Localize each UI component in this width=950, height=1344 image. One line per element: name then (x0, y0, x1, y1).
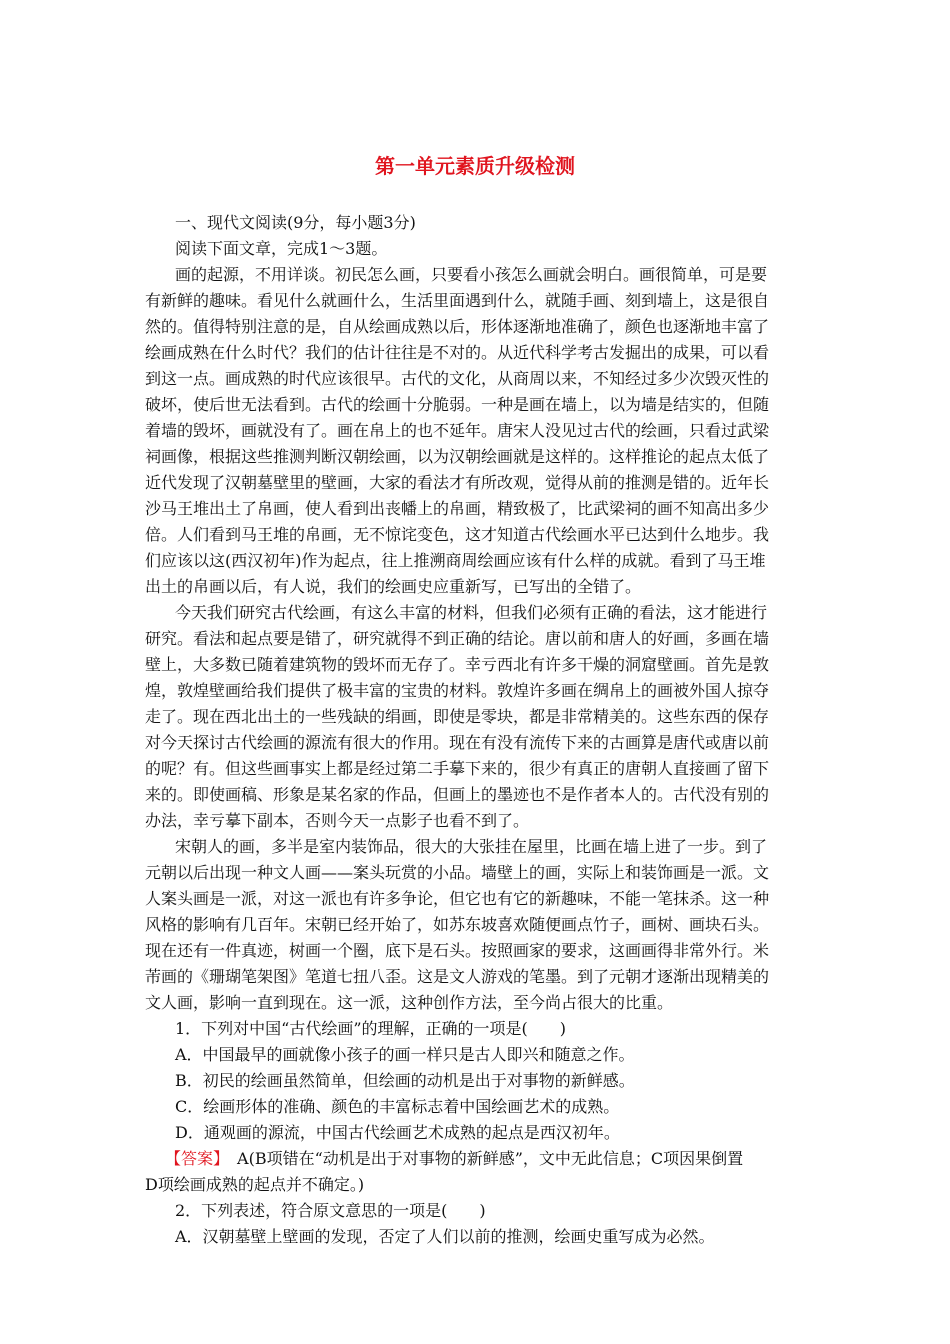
text-line: 画的起源，不用详谈。初民怎么画，只要看小孩怎么画就会明白。画很简单，可是要 (175, 265, 768, 284)
text-line: 壁上，大多数已随着建筑物的毁坏而无存了。幸亏西北有许多干燥的洞窟壁画。首先是敦 (145, 655, 770, 674)
text-line: 出土的帛画以后，有人说，我们的绘画史应重新写，已写出的全错了。 (145, 577, 642, 596)
text-line: 祠画像，根据这些推测判断汉朝绘画，以为汉朝绘画就是这样的。这样推论的起点太低了 (145, 447, 770, 466)
text-line: 沙马王堆出土了帛画，使人看到出丧幡上的帛画，精致极了，比武梁祠的画不知高出多少 (145, 499, 770, 518)
reading-instruction: 阅读下面文章，完成1～3题。 (175, 239, 388, 258)
option-a: A．汉朝墓壁上壁画的发现，否定了人们以前的推测，绘画史重写成为必然。 (175, 1227, 715, 1246)
answer-1 (145, 1146, 807, 1198)
text-line: 破坏，使后世无法看到。古代的绘画十分脆弱。一种是画在墙上，以为墙是结实的，但随 (145, 395, 770, 414)
question-2 (145, 1198, 807, 1250)
text-line: 元朝以后出现一种文人画——案头玩赏的小品。墙壁上的画，实际上和装饰画是一派。文 (145, 863, 770, 882)
text-line: 文人画，影响一直到现在。这一派，这种创作方法，至今尚占很大的比重。 (145, 993, 674, 1012)
paragraph-3 (145, 834, 807, 1016)
question-stem: 1．下列对中国“古代绘画”的理解，正确的一项是( ) (175, 1019, 567, 1038)
text-line: 现在还有一件真迹，树画一个圈，底下是石头。按照画家的要求，这画画得非常外行。米 (145, 941, 770, 960)
text-line: 着墙的毁坏，画就没有了。画在帛上的也不延年。唐宋人没见过古代的绘画，只看过武梁 (145, 421, 770, 440)
text-line: 办法，幸亏摹下副本，否则今天一点影子也看不到了。 (145, 811, 530, 830)
option-c: C．绘画形体的准确、颜色的丰富标志着中国绘画艺术的成熟。 (175, 1097, 620, 1116)
text-line: 们应该以这(西汉初年)作为起点，往上推溯商周绘画应该有什么样的成就。看到了马王堆 (145, 551, 766, 570)
text-line: 到这一点。画成熟的时代应该很早。古代的文化，从商周以来，不知经过多少次毁灭性的 (145, 369, 770, 388)
text-line: 今天我们研究古代绘画，有这么丰富的材料，但我们必须有正确的看法，这才能进行 (175, 603, 768, 622)
text-line: 人案头画是一派，对这一派也有许多争论，但它也有它的新趣味，不能一笔抹杀。这一种 (145, 889, 770, 908)
text-line: 宋朝人的画，多半是室内装饰品，很大的大张挂在屋里，比画在墙上进了一步。到了 (175, 837, 768, 856)
text-line: 对今天探讨古代绘画的源流有很大的作用。现在有没有流传下来的古画算是唐代或唐以前 (145, 733, 770, 752)
text-line: 煌，敦煌壁画给我们提供了极丰富的宝贵的材料。敦煌许多画在绸帛上的画被外国人掠夺 (145, 681, 770, 700)
paragraph-1 (145, 262, 807, 600)
text-line: 近代发现了汉朝墓壁里的壁画，大家的看法才有所改观，觉得从前的推测是错的。近年长 (145, 473, 770, 492)
answer-text-continued: D项绘画成熟的起点并不确定。) (145, 1175, 365, 1194)
text-line: 的呢？有。但这些画事实上都是经过第二手摹下来的，很少有真正的唐朝人直接画了留下 (145, 759, 770, 778)
paragraph-2 (145, 600, 807, 834)
answer-label: 【答案】 (165, 1149, 222, 1168)
question-1 (145, 1016, 807, 1146)
document-title: 第一单元素质升级检测 (375, 154, 575, 178)
section-heading: 一、现代文阅读(9分，每小题3分) (175, 213, 416, 232)
answer-text: A(B项错在“动机是出于对事物的新鲜感”，文中无此信息；C项因果倒置 (221, 1149, 744, 1168)
text-line: 研究。看法和起点要是错了，研究就得不到正确的结论。唐以前和唐人的好画，多画在墙 (145, 629, 770, 648)
text-line: 然的。值得特别注意的是，自从绘画成熟以后，形体逐渐地准确了，颜色也逐渐地丰富了 (145, 317, 770, 336)
text-line: 芾画的《珊瑚笔架图》笔道七扭八歪。这是文人游戏的笔墨。到了元朝才逐渐出现精美的 (145, 967, 770, 986)
text-line: 倍。人们看到马王堆的帛画，无不惊诧变色，这才知道古代绘画水平已达到什么地步。我 (145, 525, 770, 544)
question-stem: 2．下列表述，符合原文意思的一项是( ) (175, 1201, 486, 1220)
option-b: B．初民的绘画虽然简单，但绘画的动机是出于对事物的新鲜感。 (175, 1071, 635, 1090)
text-line: 有新鲜的趣味。看见什么就画什么，生活里面遇到什么，就随手画、刻到墙上，这是很自 (145, 291, 770, 310)
text-line: 绘画成熟在什么时代？我们的估计往往是不对的。从近代科学考古发掘出的成果，可以看 (145, 343, 770, 362)
text-line: 来的。即使画稿、形象是某名家的作品，但画上的墨迹也不是作者本人的。古代没有别的 (145, 785, 770, 804)
document-body (145, 210, 807, 1250)
answer-line (145, 1146, 807, 1172)
text-line: 走了。现在西北出土的一些残缺的绢画，即使是零块，都是非常精美的。这些东西的保存 (145, 707, 770, 726)
text-line: 风格的影响有几百年。宋朝已经开始了，如苏东坡喜欢随便画点竹子，画树、画块石头。 (145, 915, 770, 934)
option-d: D．通观画的源流，中国古代绘画艺术成熟的起点是西汉初年。 (175, 1123, 620, 1142)
option-a: A．中国最早的画就像小孩子的画一样只是古人即兴和随意之作。 (175, 1045, 635, 1064)
